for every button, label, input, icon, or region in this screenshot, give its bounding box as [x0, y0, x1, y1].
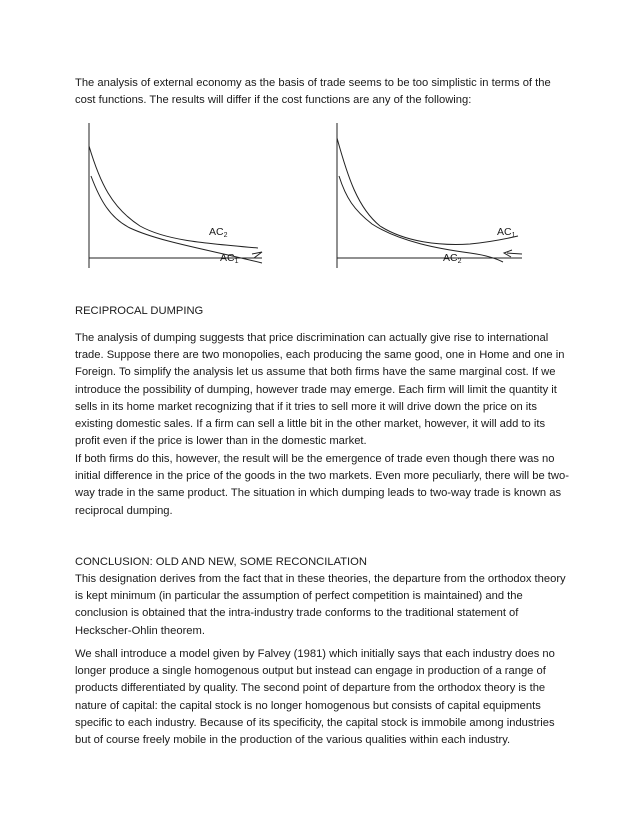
right-label-lower: AC2: [443, 252, 462, 265]
left-curve-ac2: [89, 146, 258, 248]
left-diagram: [89, 123, 262, 268]
intro-paragraph: The analysis of external economy as the basis of trade seems to be too simplistic in terms of the cost functions. The results will differ if the cost functions are any of the following:: [75, 77, 551, 107]
reciprocal-dumping-paragraph-2: If both firms do this, however, the result will be the emergence of trade even though there was no initial difference in the price of the goods in the two markets. Even more peculiarly, there will be two-way trade in the same product. The situation in which dumping leads to two-way trade is known as reciprocal dumping.: [75, 453, 569, 517]
left-arrowhead: [252, 252, 262, 258]
right-curve-ac1: [337, 138, 518, 244]
section-heading-conclusion: CONCLUSION: OLD AND NEW, SOME RECONCILATION: [75, 556, 367, 568]
right-curve-ac2: [339, 176, 503, 262]
right-label-upper: AC1: [497, 226, 516, 239]
conclusion-paragraph-2: We shall introduce a model given by Falvey (1981) which initially says that each industry does no longer produce a single homogenous output but instead can engage in production of a range of products differentiated by quality. The second point of departure from the orthodox theory is the nature of capital: the capital stock is no longer homogenous but consists of capital equipments specific to each industry. Because of its specificity, the capital stock is immobile among industries but of course freely mobile in the production of the various qualities within each industry.: [75, 648, 555, 747]
left-label-upper: AC2: [209, 226, 228, 239]
reciprocal-dumping-paragraph-1: The analysis of dumping suggests that price discrimination can actually give rise to international trade. Suppose there are two monopolies, each producing the same good, one in Home and one in Foreign. To simplify the analysis let us assume that both firms have the same marginal cost. If we introduce the possibility of dumping, however trade may emerge. Each firm will limit the quantity it sells in its home market recognizing that if it tries to sell more it will drive down the price on its existing domestic sales. If a firm can sell a little bit in the other market, however, it will add to its profit even if the price is lower than in the domestic market.: [75, 332, 565, 448]
left-curve-ac1: [91, 176, 262, 263]
right-arrow-line: [507, 253, 522, 254]
left-label-lower: AC1: [220, 252, 239, 265]
cost-curves-figure: [0, 118, 638, 278]
right-diagram: [337, 123, 522, 268]
conclusion-paragraph-1: This designation derives from the fact that in these theories, the departure from the orthodox theory is kept minimum (in particular the assumption of perfect competition is maintained) and the conclusion is obtained that the intra-industry trade conforms to the traditional statement of Heckscher-Ohlin theorem.: [75, 573, 566, 637]
section-heading-reciprocal-dumping: RECIPROCAL DUMPING: [75, 305, 204, 317]
